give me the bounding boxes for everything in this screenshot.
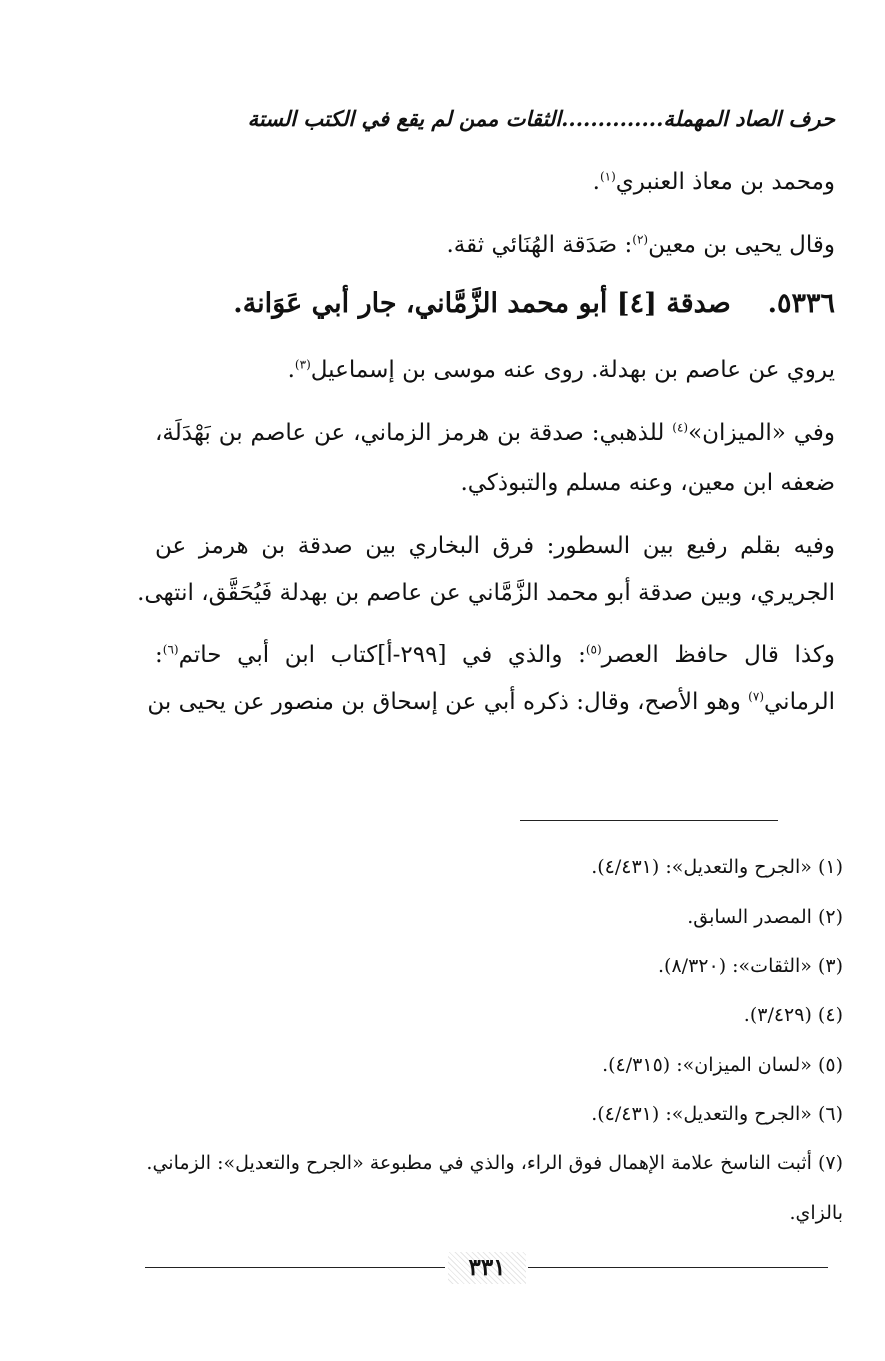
text-segment: يروي عن عاصم بن بهدلة. روى عنه موسى بن إسماعيل [310,357,835,383]
footnote-item: (٧) أثبت الناسخ علامة الإهمال فوق الراء، والذي في مطبوعة «الجرح والتعديل»: الزماني. [146,1152,843,1174]
entry-title: صدقة [٤] أبو محمد الزَّمَّاني، جار أبي عَوَانة. [233,288,731,319]
text-segment: وقال يحيى بن معين [648,232,835,258]
text-segment: : [155,642,163,668]
text-line-4 [288,355,835,385]
footnote-item: (٦) «الجرح والتعديل»: (٤/٤٣١). [591,1103,843,1125]
footnote-ref-5: (٥) [585,642,602,657]
footnote-ref-4: (٤) [672,420,689,435]
footnote-separator [520,820,778,821]
text-line-1 [593,167,835,197]
text-segment: الرماني [764,689,835,715]
footnote-ref-7: (٧) [748,689,764,704]
text-segment: وكذا قال حافظ العصر [601,642,835,668]
footnote-ref-2: (٢) [632,232,649,247]
footnote-item: (٥) «لسان الميزان»: (٤/٣١٥). [602,1054,843,1076]
text-line-9 [155,640,835,670]
text-line-10 [147,687,835,717]
footnote-ref-3: (٣) [294,357,311,372]
page-number: ٣٣١ [448,1252,526,1284]
text-line-8: الجريري، وبين صدقة أبو محمد الزَّمَّاني عن عاصم بن بهدلة فَيُحَقَّق، انتهى. [137,580,835,606]
footnote-continuation: بالزاي. [789,1202,843,1224]
footer-rule [145,1267,445,1268]
footer-rule [528,1267,828,1268]
footnote-ref-1: (١) [599,169,616,184]
footnote-item: (٣) «الثقات»: (٨/٣٢٠). [658,955,843,977]
text-segment: للذهبي: صدقة بن هرمز الزماني، عن عاصم بن بَهْدَلَة، [155,420,673,446]
text-segment: : والذي في [٢٩٩-أ]كتاب ابن أبي حاتم [178,642,586,668]
text-segment: . [592,169,600,195]
text-line-7: وفيه بقلم رفيع بين السطور: فرق البخاري بين صدقة بن هرمز عن [155,533,835,559]
text-line-2 [446,230,835,260]
text-line-6: ضعفه ابن معين، وعنه مسلم والتبوذكي. [460,470,835,496]
text-segment: وهو الأصح، وقال: ذكره أبي عن إسحاق بن منصور عن يحيى بن [147,689,749,715]
text-segment: : صَدَقة الهُنَائي ثقة. [446,232,633,258]
entry-heading [233,286,835,322]
running-header: حرف الصاد المهملة..............الثقات ممن لم يقع في الكتب الستة [247,106,835,131]
text-segment: وفي «الميزان» [688,420,835,446]
footnote-item: (١) «الجرح والتعديل»: (٤/٤٣١). [591,856,843,878]
entry-number: ٥٣٣٦. [767,288,835,319]
text-line-5 [155,418,835,448]
text-segment: ومحمد بن معاذ العنبري [615,169,835,195]
footnote-ref-6: (٦) [162,642,179,657]
footnote-item: (٢) المصدر السابق. [687,906,843,928]
text-segment: . [287,357,295,383]
footnote-item: (٤) (٣/٤٢٩). [743,1004,843,1026]
